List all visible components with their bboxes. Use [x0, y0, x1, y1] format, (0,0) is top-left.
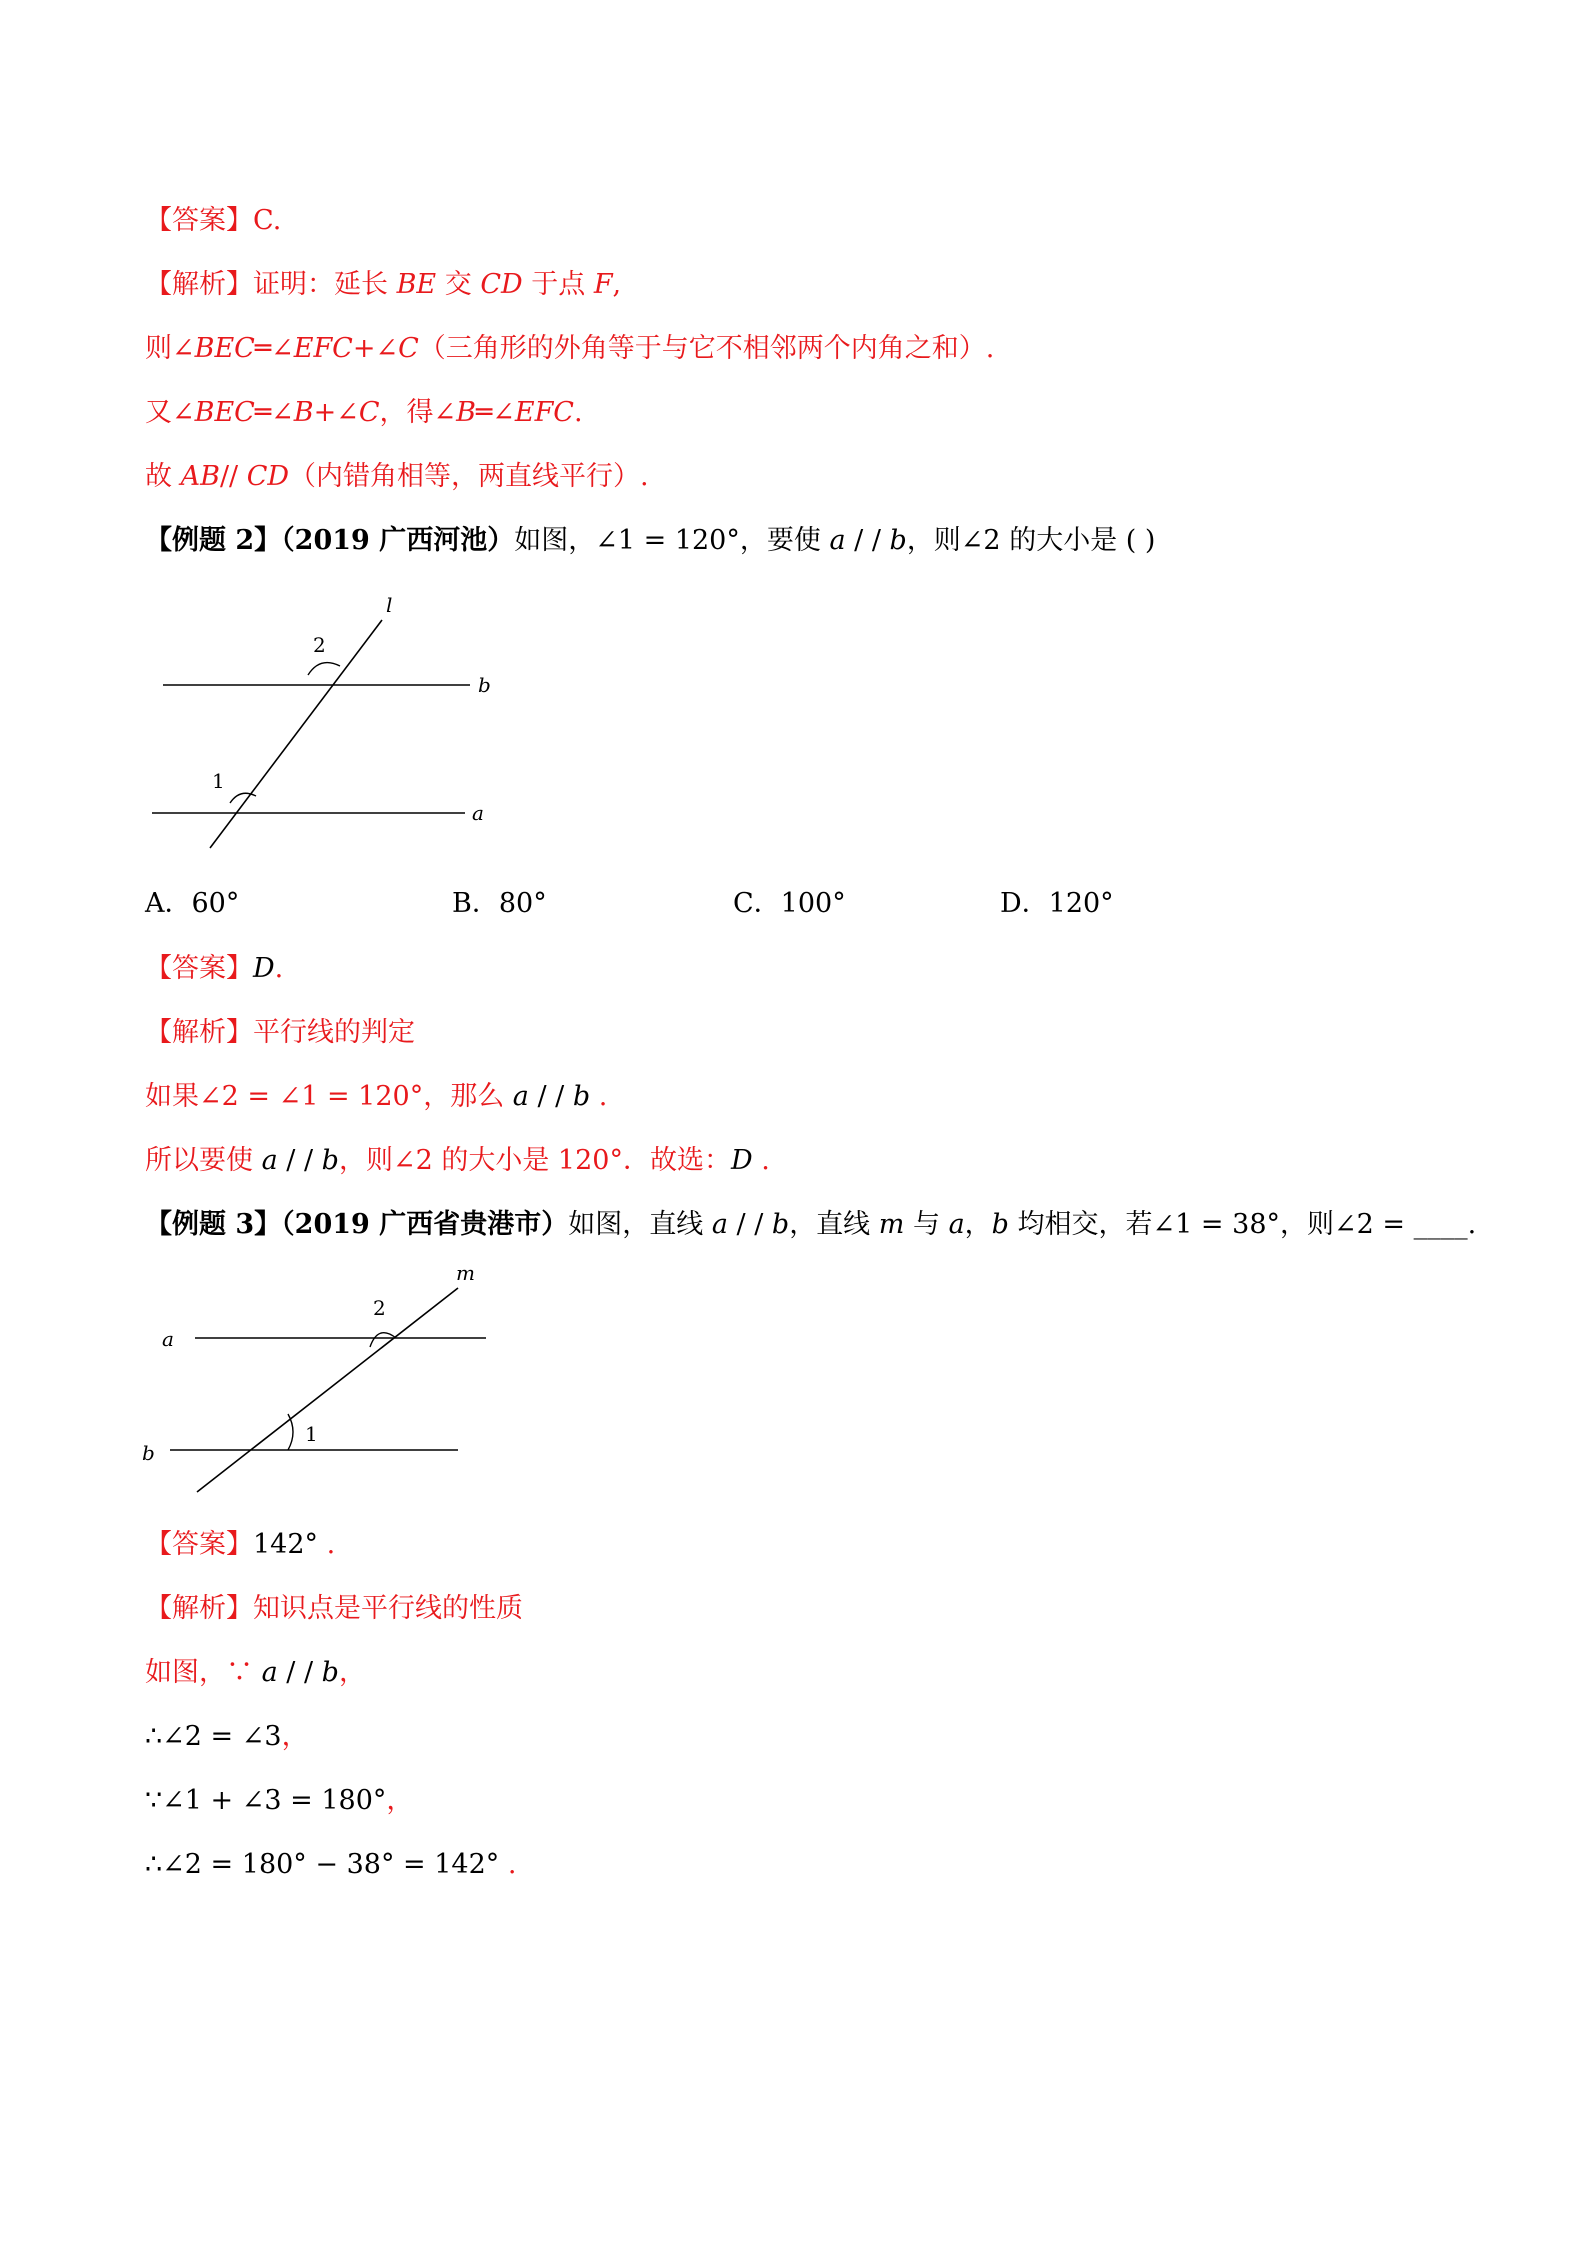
- text: .: [318, 1529, 336, 1560]
- analysis-line-4: [145, 459, 649, 495]
- example-3-step-1: [145, 1655, 366, 1691]
- text: .: [499, 1849, 517, 1880]
- example-3-answer: [145, 1527, 335, 1563]
- text: ，直线: [789, 1209, 879, 1240]
- text: ，则∠2 的大小是 ( ): [906, 525, 1156, 556]
- example-2-analysis-2: [145, 1143, 770, 1179]
- label-b: b: [478, 673, 491, 697]
- text: / /: [727, 1209, 772, 1240]
- text: 所以要使: [145, 1145, 262, 1176]
- text: ，: [964, 1209, 992, 1240]
- label-l: l: [386, 593, 393, 617]
- var: b: [572, 1081, 591, 1112]
- answer-line-1: [145, 203, 281, 239]
- var: b: [321, 1145, 339, 1176]
- line-m: [197, 1288, 458, 1492]
- text: / /: [277, 1145, 322, 1176]
- text: 如图，直线: [568, 1209, 712, 1240]
- text: +∠: [352, 333, 399, 364]
- text: ，: [281, 1721, 309, 1752]
- var: a: [711, 1209, 728, 1240]
- var: F: [593, 269, 613, 300]
- text: / /: [277, 1657, 322, 1688]
- text: 则∠: [145, 333, 195, 364]
- text: ═∠: [254, 397, 294, 428]
- var: m: [878, 1209, 905, 1240]
- text: 如果∠2 = ∠1 = 120°，那么: [145, 1081, 513, 1112]
- text: / /: [845, 525, 890, 556]
- option-d[interactable]: D．120°: [1000, 888, 1114, 919]
- text: ,: [612, 269, 622, 300]
- var: C: [398, 333, 419, 364]
- label-1: 1: [212, 769, 225, 793]
- var: b: [771, 1209, 790, 1240]
- example-3-figure: [140, 1260, 520, 1505]
- text: ，: [386, 1785, 414, 1816]
- text: （内错角相等，两直线平行）.: [289, 461, 649, 492]
- var: b: [321, 1657, 339, 1688]
- option-c[interactable]: C．100°: [733, 888, 846, 919]
- var: BE: [396, 269, 437, 300]
- answer-tag: 【答案】: [145, 205, 253, 236]
- example-3-analysis: [145, 1591, 523, 1627]
- analysis-line-1: [145, 267, 621, 303]
- var: BEC: [194, 397, 255, 428]
- analysis-tag: 【解析】: [145, 1593, 253, 1624]
- var: EFC: [293, 333, 353, 364]
- text: 知识点是平行线的性质: [253, 1593, 523, 1624]
- text: 故: [145, 461, 181, 492]
- example-3-step-3: [145, 1783, 413, 1819]
- text: 如图，∠1 = 120°，要使: [514, 525, 830, 556]
- text: .: [752, 1145, 770, 1176]
- example-2-figure: [140, 590, 520, 860]
- text: 又∠: [145, 397, 195, 428]
- analysis-line-3: [145, 395, 583, 431]
- angle-1-arc: [230, 793, 256, 803]
- label-2: 2: [373, 1296, 386, 1320]
- text: 平行线的判定: [253, 1017, 415, 1048]
- example-3-step-2: [145, 1719, 309, 1755]
- example-2-question: [145, 523, 1155, 559]
- analysis-tag: 【解析】: [145, 1017, 253, 1048]
- text: （三角形的外角等于与它不相邻两个内角之和）.: [418, 333, 995, 364]
- analysis-line-2: [145, 331, 994, 367]
- text: / /: [528, 1081, 573, 1112]
- var: a: [948, 1209, 965, 1240]
- var: B: [456, 397, 476, 428]
- text: ∴∠2 = ∠3: [145, 1721, 282, 1752]
- example-tag: 【例题 3】（2019 广西省贵港市）: [145, 1209, 569, 1240]
- var: a: [829, 525, 846, 556]
- text: +∠: [313, 397, 359, 428]
- example-2-analysis-1: [145, 1079, 607, 1115]
- var: EFC: [514, 397, 574, 428]
- var: CD: [480, 269, 523, 300]
- example-2-answer: [145, 951, 283, 987]
- var: a: [512, 1081, 529, 1112]
- text: ═∠: [475, 397, 515, 428]
- text: ，则∠2 的大小是 120°．故选：: [338, 1145, 731, 1176]
- angle-2-arc: [308, 663, 340, 675]
- option-a[interactable]: A．60°: [145, 888, 240, 919]
- label-1: 1: [305, 1422, 318, 1446]
- answer-value: 142°: [253, 1529, 319, 1560]
- text: 证明：延长: [253, 269, 397, 300]
- label-b: b: [142, 1441, 155, 1465]
- var: BEC: [194, 333, 255, 364]
- var: b: [889, 525, 907, 556]
- var: a: [261, 1145, 278, 1176]
- var: C: [358, 397, 380, 428]
- answer-value: D: [253, 953, 275, 984]
- text: 交: [436, 269, 481, 300]
- label-2: 2: [313, 633, 326, 657]
- answer-tag: 【答案】: [145, 1529, 253, 1560]
- label-a: a: [472, 801, 484, 825]
- example-tag: 【例题 2】（2019 广西河池）: [145, 525, 515, 556]
- answer-tag: 【答案】: [145, 953, 253, 984]
- text: .: [274, 953, 284, 984]
- text: 与: [904, 1209, 949, 1240]
- text: //: [219, 461, 247, 492]
- var: CD: [246, 461, 290, 492]
- example-2-analysis: [145, 1015, 415, 1051]
- text: .: [573, 397, 583, 428]
- text: 如图，∵: [145, 1657, 262, 1688]
- var: B: [293, 397, 314, 428]
- label-m: m: [456, 1261, 475, 1285]
- text: 均相交，若∠1 = 38°，则∠2 = ____.: [1008, 1209, 1477, 1240]
- answer-value: C.: [253, 205, 282, 236]
- example-3-step-4: [145, 1847, 516, 1883]
- text: 于点: [522, 269, 594, 300]
- text: .: [590, 1081, 608, 1112]
- analysis-tag: 【解析】: [145, 269, 253, 300]
- text: ∵∠1 + ∠3 = 180°: [145, 1785, 387, 1816]
- var: b: [991, 1209, 1009, 1240]
- text: ═∠: [254, 333, 294, 364]
- text: ，: [338, 1657, 366, 1688]
- option-b[interactable]: B．80°: [452, 888, 547, 919]
- text: ，得∠: [379, 397, 457, 428]
- var: AB: [180, 461, 220, 492]
- example-3-question: [145, 1207, 1476, 1243]
- var: D: [730, 1145, 753, 1176]
- var: a: [261, 1657, 278, 1688]
- text: ∴∠2 = 180° − 38° = 142°: [145, 1849, 500, 1880]
- label-a: a: [162, 1327, 174, 1351]
